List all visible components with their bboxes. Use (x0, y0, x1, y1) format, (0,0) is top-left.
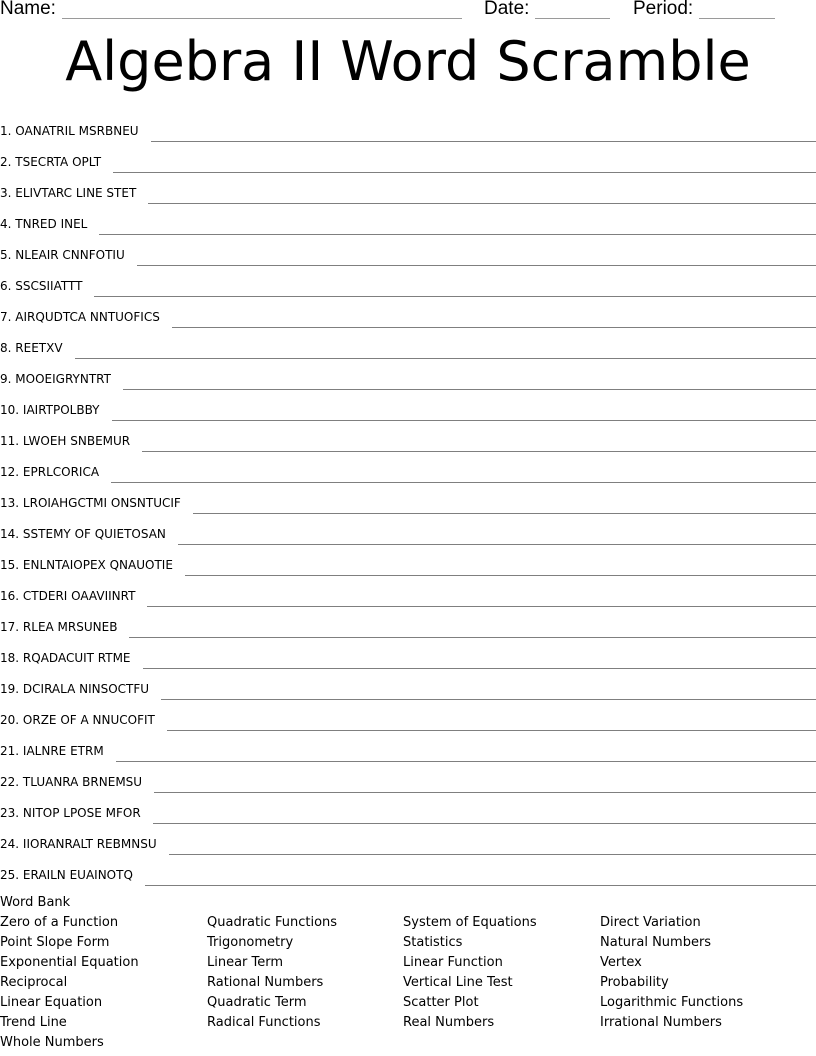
scrambled-word: TNRED INEL (15, 217, 88, 231)
scramble-item (0, 452, 816, 483)
scramble-item (0, 111, 816, 142)
item-number: 11. (0, 434, 20, 448)
item-number: 2. (0, 155, 12, 169)
word-bank-entry: Trigonometry (207, 935, 294, 950)
word-bank-entry: Real Numbers (403, 1015, 495, 1030)
answer-line[interactable] (154, 792, 816, 793)
scramble-item (0, 669, 816, 700)
item-number: 12. (0, 465, 20, 479)
word-bank-title: Word Bank (0, 895, 71, 910)
scramble-item (0, 824, 816, 855)
word-bank-entry: Logarithmic Functions (600, 995, 744, 1010)
answer-line[interactable] (172, 327, 816, 328)
scramble-item (0, 607, 816, 638)
item-number: 8. (0, 341, 12, 355)
item-number: 24. (0, 837, 20, 851)
scrambled-word: ERAILN EUAINOTQ (22, 868, 133, 882)
scramble-item (0, 359, 816, 390)
scramble-item (0, 328, 816, 359)
word-bank-entry: Rational Numbers (207, 975, 324, 990)
scrambled-word: SSTEMY OF QUIETOSAN (22, 527, 166, 541)
answer-line[interactable] (193, 513, 816, 514)
item-number: 5. (0, 248, 12, 262)
scrambled-word: SSCSIIATTT (15, 279, 83, 293)
scramble-item (0, 855, 816, 886)
answer-line[interactable] (94, 296, 816, 297)
word-bank-entry: System of Equations (403, 915, 537, 930)
scrambled-word: IALNRE ETRM (22, 744, 104, 758)
answer-line[interactable] (151, 141, 816, 142)
answer-line[interactable] (148, 203, 816, 204)
scrambled-word: REETXV (15, 341, 63, 355)
answer-line[interactable] (178, 544, 816, 545)
answer-line[interactable] (167, 730, 816, 731)
answer-line[interactable] (143, 668, 816, 669)
word-bank-entry: Vertical Line Test (403, 975, 513, 990)
answer-line[interactable] (185, 575, 816, 576)
answer-line[interactable] (99, 234, 816, 235)
item-number: 14. (0, 527, 20, 541)
scrambled-word: ELIVTARC LINE STET (15, 186, 137, 200)
answer-line[interactable] (112, 420, 816, 421)
scrambled-word: TLUANRA BRNEMSU (22, 775, 143, 789)
answer-line[interactable] (116, 761, 816, 762)
scrambled-word: EPRLCORICA (22, 465, 100, 479)
scrambled-word: IIORANRALT REBMNSU (22, 837, 157, 851)
answer-line[interactable] (169, 854, 816, 855)
answer-line[interactable] (142, 451, 816, 452)
scramble-item (0, 142, 816, 173)
item-number: 22. (0, 775, 20, 789)
scrambled-word: DCIRALA NINSOCTFU (22, 682, 150, 696)
student-info-header (0, 0, 816, 24)
answer-line[interactable] (147, 606, 816, 607)
scramble-item (0, 297, 816, 328)
item-number: 19. (0, 682, 20, 696)
item-number: 9. (0, 372, 12, 386)
name-label: Name: (0, 0, 56, 19)
scramble-list (0, 111, 816, 886)
date-label: Date: (484, 0, 530, 19)
item-number: 23. (0, 806, 20, 820)
word-bank-entry: Statistics (403, 935, 463, 950)
answer-line[interactable] (75, 358, 816, 359)
scrambled-word: AIRQUDTCA NNTUOFICS (15, 310, 160, 324)
name-blank-line[interactable] (62, 18, 462, 19)
scramble-item (0, 266, 816, 297)
word-bank-entry: Reciprocal (0, 975, 68, 990)
scrambled-word: CTDERI OAAVIINRT (22, 589, 136, 603)
word-bank-entry: Exponential Equation (0, 955, 139, 970)
word-bank-entry: Probability (600, 975, 669, 990)
word-bank-entry: Radical Functions (207, 1015, 321, 1030)
answer-line[interactable] (111, 482, 816, 483)
answer-line[interactable] (113, 172, 816, 173)
word-bank-entry: Scatter Plot (403, 995, 479, 1010)
answer-line[interactable] (129, 637, 816, 638)
item-number: 18. (0, 651, 20, 665)
word-bank-entry: Whole Numbers (0, 1035, 104, 1050)
scramble-item (0, 700, 816, 731)
scrambled-word: LROIAHGCTMI ONSNTUCIF (22, 496, 181, 510)
item-number: 4. (0, 217, 12, 231)
word-bank-entry: Linear Equation (0, 995, 103, 1010)
scrambled-word: IAIRTPOLBBY (22, 403, 100, 417)
scrambled-word: RLEA MRSUNEB (22, 620, 118, 634)
scrambled-word: OANATRIL MSRBNEU (15, 124, 139, 138)
item-number: 20. (0, 713, 20, 727)
scrambled-word: NITOP LPOSE MFOR (22, 806, 141, 820)
word-bank-entry: Linear Term (207, 955, 284, 970)
scrambled-word: ORZE OF A NNUCOFIT (22, 713, 155, 727)
scramble-item (0, 545, 816, 576)
item-number: 6. (0, 279, 12, 293)
scramble-item (0, 793, 816, 824)
item-number: 25. (0, 868, 20, 882)
item-number: 21. (0, 744, 20, 758)
item-number: 10. (0, 403, 20, 417)
scramble-item (0, 638, 816, 669)
word-bank-entry: Natural Numbers (600, 935, 712, 950)
answer-line[interactable] (153, 823, 816, 824)
scramble-item (0, 483, 816, 514)
word-bank-entry: Point Slope Form (0, 935, 110, 950)
scramble-item (0, 731, 816, 762)
item-number: 16. (0, 589, 20, 603)
word-bank-entry: Zero of a Function (0, 915, 119, 930)
word-bank-entry: Irrational Numbers (600, 1015, 722, 1030)
scramble-item (0, 235, 816, 266)
item-number: 3. (0, 186, 12, 200)
scrambled-word: LWOEH SNBEMUR (22, 434, 131, 448)
answer-line[interactable] (161, 699, 816, 700)
answer-line[interactable] (145, 885, 816, 886)
scramble-item (0, 762, 816, 793)
scramble-item (0, 421, 816, 452)
scramble-item (0, 204, 816, 235)
word-bank-entry: Trend Line (0, 1015, 67, 1030)
scramble-item (0, 514, 816, 545)
word-bank-entry: Direct Variation (600, 915, 701, 930)
word-bank (0, 914, 816, 1054)
word-bank-entry: Linear Function (403, 955, 503, 970)
word-bank-entry: Quadratic Functions (207, 915, 338, 930)
word-bank-entry: Quadratic Term (207, 995, 307, 1010)
date-blank-line[interactable] (535, 18, 610, 19)
scrambled-word: RQADACUIT RTME (22, 651, 131, 665)
item-number: 7. (0, 310, 12, 324)
word-bank-entry: Vertex (600, 955, 642, 970)
item-number: 1. (0, 124, 12, 138)
period-label: Period: (633, 0, 694, 19)
item-number: 15. (0, 558, 20, 572)
answer-line[interactable] (123, 389, 816, 390)
scrambled-word: ENLNTAIOPEX QNAUOTIE (22, 558, 173, 572)
item-number: 17. (0, 620, 20, 634)
scrambled-word: MOOEIGRYNTRT (15, 372, 111, 386)
scramble-item (0, 576, 816, 607)
scramble-item (0, 390, 816, 421)
scrambled-word: NLEAIR CNNFOTIU (15, 248, 125, 262)
period-blank-line[interactable] (699, 18, 775, 19)
item-number: 13. (0, 496, 20, 510)
answer-line[interactable] (137, 265, 816, 266)
scrambled-word: TSECRTA OPLT (15, 155, 102, 169)
scramble-item (0, 173, 816, 204)
page-title: Algebra II Word Scramble (65, 30, 751, 93)
